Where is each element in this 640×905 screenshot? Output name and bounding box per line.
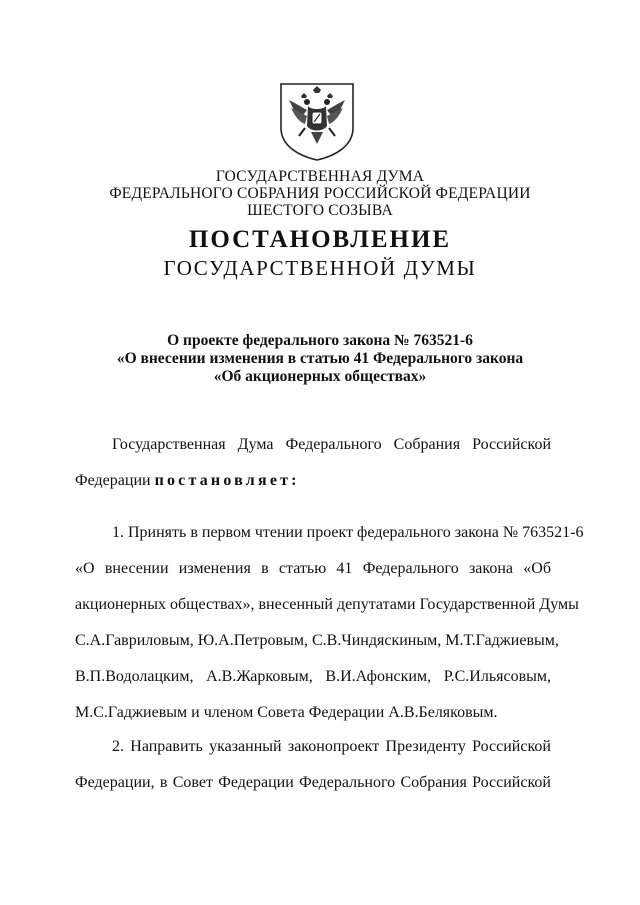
item1-line-4: С.А.Гавриловым, Ю.А.Петровым, С.В.Чиндяскиным, М.Т.Гаджиевым, xyxy=(75,632,559,649)
item1-line-5: В.П.Водолацким, А.В.Жарковым, В.И.Афонским, Р.С.Ильясовым, xyxy=(75,668,551,685)
document-subtitle: ГОСУДАРСТВЕННОЙ ДУМЫ xyxy=(163,256,477,280)
preamble-line-2 xyxy=(75,470,551,492)
document-title: ПОСТАНОВЛЕНИЕ xyxy=(188,226,452,253)
state-emblem-icon xyxy=(277,80,357,162)
header-line-2: ФЕДЕРАЛЬНОГО СОБРАНИЯ РОССИЙСКОЙ ФЕДЕРАЦИИ xyxy=(109,185,531,202)
item1-line-1: 1. Принять в первом чтении проект федерального закона № 763521-6 xyxy=(112,524,584,541)
item1-line-6: М.С.Гаджиевым и членом Совета Федерации А.В.Беляковым. xyxy=(75,704,498,721)
subject-line-1: О проекте федерального закона № 763521-6 xyxy=(167,332,473,349)
preamble-decree-word: постановляет: xyxy=(154,472,300,489)
item1-line-2: «О внесении изменения в статью 41 Федерального закона «Об xyxy=(75,560,551,577)
header-line-1: ГОСУДАРСТВЕННАЯ ДУМА xyxy=(215,168,425,185)
item2-line-1: 2. Направить указанный законопроект Президенту Российской xyxy=(112,738,551,755)
header-line-3: ШЕСТОГО СОЗЫВА xyxy=(247,202,393,219)
item2-line-2: Федерации, в Совет Федерации Федерального Собрания Российской xyxy=(75,774,551,791)
preamble-line-1: Государственная Дума Федерального Собрания Российской xyxy=(112,436,551,453)
item1-line-3: акционерных обществах», внесенный депутатами Государственной Думы xyxy=(75,596,579,613)
preamble-prefix: Федерации xyxy=(75,472,155,489)
subject-line-2: «О внесении изменения в статью 41 Федерального закона xyxy=(116,350,524,367)
subject-line-3: «Об акционерных обществах» xyxy=(213,368,427,385)
